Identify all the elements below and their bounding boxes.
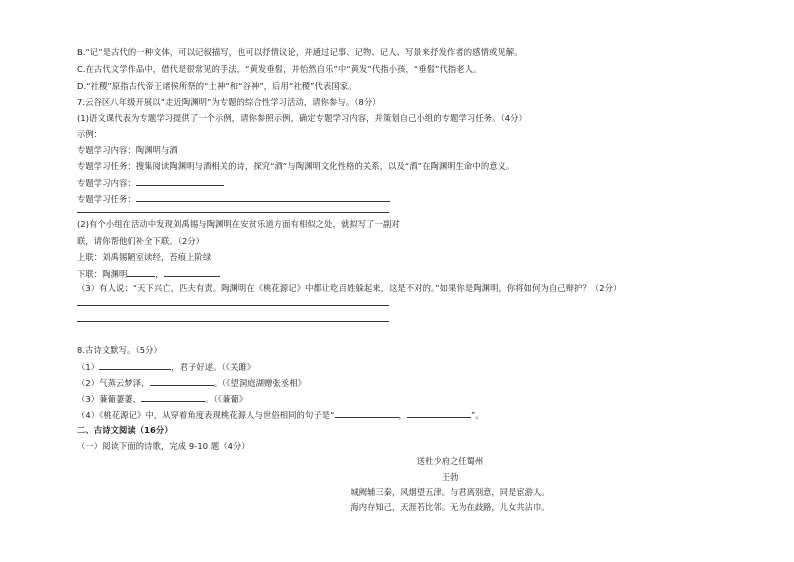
- answer-line[interactable]: [77, 321, 389, 322]
- question-7-part-2b: 联，请你帮他们补全下联。（2分）: [77, 236, 205, 246]
- q8-4-comma: ，: [398, 410, 407, 420]
- q8-4-blank-1[interactable]: [335, 409, 399, 418]
- example-label: 示例：: [77, 129, 103, 139]
- question-7-part-1: (1)语文课代表为专题学习提供了一个示例，请你参照示例，确定专题学习内容，并策划自己小组的专题学习任务。（4分）: [77, 113, 527, 123]
- poem-line-2: 海内存知己，天涯若比邻。无为在歧路，儿女共沾巾。: [350, 502, 550, 512]
- task-answer-row: [77, 193, 390, 205]
- q8-1-suffix: ，君子好逑。（《关雎》: [171, 362, 256, 372]
- question-7-part-3: （3）有人说：“天下兴亡，匹夫有责。陶渊明在《桃花源记》中都让吃百姓躲起来，这是不对的。”如果你是陶渊明，你将如何为自己辩护？（2分）: [77, 283, 622, 293]
- upper-couplet: 上联：刘禹锡陋室读经，苔痕上阶绿: [77, 252, 212, 262]
- answer-line[interactable]: [77, 212, 389, 213]
- task-label: 专题学习任务：: [77, 194, 136, 204]
- question-8-part-3: [77, 393, 247, 405]
- q8-2-suffix: 。（《望洞庭湖赠张丞相》: [213, 378, 307, 388]
- q8-3-blank[interactable]: [141, 393, 205, 402]
- lower-blank-2[interactable]: [164, 268, 220, 277]
- option-c: C.在古代文学作品中，借代是很常见的手法，“黄发垂髫，并怡然自乐”中“黄发”代指小孩，“垂髫”代指老人。: [77, 64, 482, 74]
- option-d: D.“社稷”原指古代帝王诸侯所祭的“土神”和“谷神”，后用“社稷”代表国家。: [77, 81, 357, 91]
- lower-couplet-label: 下联：陶渊明: [77, 269, 128, 279]
- section-2-heading: 二、古诗文阅读（16分）: [77, 425, 173, 435]
- q8-3-suffix: 。（《蒹葡》: [205, 394, 248, 404]
- poem-title: 送杜少府之任蜀州: [416, 456, 484, 466]
- poem-author: 王勃: [441, 472, 459, 482]
- question-8-part-4: [77, 409, 484, 421]
- answer-line[interactable]: [77, 305, 389, 306]
- option-b: B.“记”是古代的一种文体，可以记叙描写，也可以抒情议论，并通过记事、记物、记人、写景来抒发作者的感情或见解。: [77, 47, 523, 57]
- q8-4-blank-2[interactable]: [407, 409, 471, 418]
- q8-2-blank[interactable]: [150, 377, 214, 386]
- question-8-part-2: [77, 377, 306, 389]
- q8-4-prefix: （4）《桃花源记》中，从穿着角度表现桃花源人与世俗相同的句子是“: [77, 410, 335, 420]
- lower-blank-1[interactable]: [127, 268, 155, 277]
- question-8: 8.古诗文默写。（5分）: [77, 345, 162, 355]
- question-8-part-1: [77, 361, 255, 373]
- q8-2-prefix: （2）气蒸云梦泽，: [77, 378, 150, 388]
- task-blank[interactable]: [136, 193, 390, 202]
- task-example: 专题学习任务：搜集阅读陶渊明与酒相关的诗，探究“酒”与陶渊明文化性格的关系，以及“酒”在陶渊明生命中的意义。: [77, 161, 515, 171]
- topic-example: 专题学习内容：陶渊明与酒: [77, 145, 178, 155]
- poem-line-1: 城阙辅三秦，风烟望五津。与君离别意，同是宦游人。: [350, 487, 550, 497]
- lower-couplet-row: 下联：陶渊明 ，: [77, 268, 220, 280]
- q8-1-blank[interactable]: [99, 361, 171, 370]
- topic-label: 专题学习内容：: [77, 178, 136, 188]
- sub-section-1: （一）阅读下面的诗歌，完成 9-10 题（4分）: [77, 441, 250, 451]
- q8-4-suffix: ”。: [470, 410, 484, 420]
- topic-answer-row: [77, 177, 224, 189]
- topic-blank[interactable]: [136, 177, 224, 186]
- q8-1-prefix: （1）: [77, 362, 100, 372]
- question-7: 7.云谷区八年级开展以“走近陶渊明”为专题的综合性学习活动，请你参与。（8分）: [77, 97, 381, 107]
- question-7-part-2a: (2)有个小组在活动中发现刘禹锡与陶渊明在安贫乐道方面有相似之处，就拟写了一副对: [77, 219, 400, 229]
- q8-3-prefix: （3）蒹葡萋萋，: [77, 394, 142, 404]
